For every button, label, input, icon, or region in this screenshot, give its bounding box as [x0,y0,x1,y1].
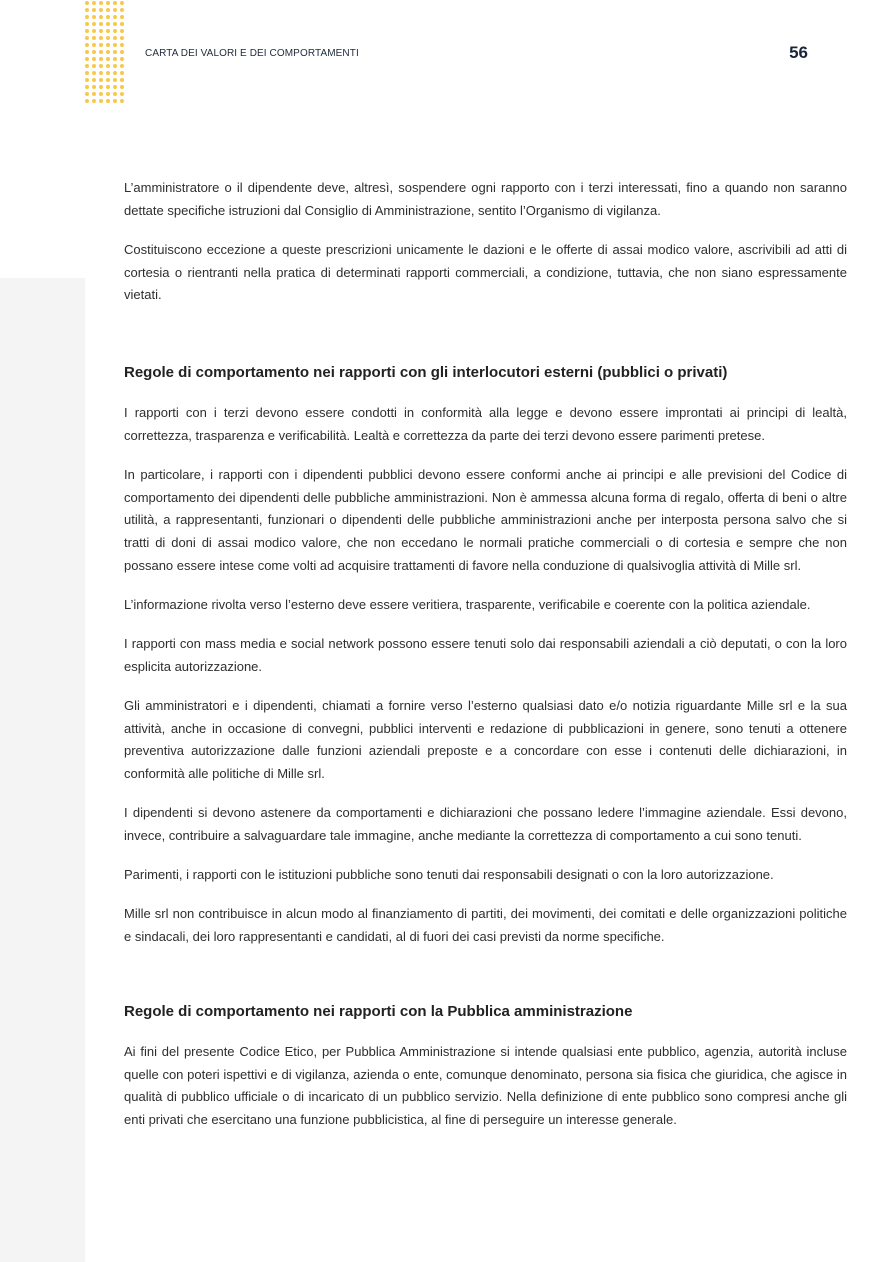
decoration-dot [106,43,110,47]
decoration-dot [92,78,96,82]
decoration-dot [85,92,89,96]
decoration-dot [99,8,103,12]
decoration-dot [99,50,103,54]
running-header: CARTA DEI VALORI E DEI COMPORTAMENTI [145,48,359,59]
decoration-dot [113,57,117,61]
decoration-dot [106,99,110,103]
decoration-dot [120,36,124,40]
decoration-dot [113,92,117,96]
paragraph-external-5: Gli amministratori e i dipendenti, chiamati a fornire verso l’esterno qualsiasi dato e/o notizia riguardante Mille srl e la sua attività, anche in occasione di convegni, pubblici interventi e redazione di pubblicazioni in genere, sono tenuti a ottenere preventiva autorizzazione dalle funzioni aziendali preposte e a concordare con esse i contenuti delle dichiarazioni, in conformità alle politiche di Mille srl. [124,698,847,782]
decoration-dot [120,92,124,96]
paragraph-intro-2: Costituiscono eccezione a queste prescrizioni unicamente le dazioni e le offerte di assai modico valore, ascrivibili ad atti di cortesia o rientranti nella pratica di determinati rapporti commerciali, a condizione, tuttavia, che non siano espressamente vietati. [124,241,847,303]
decoration-dot [106,85,110,89]
decoration-dot [85,1,89,5]
decoration-dot [120,8,124,12]
decoration-dot [99,43,103,47]
decoration-dot [120,71,124,75]
decoration-dot [99,71,103,75]
decoration-dot [113,36,117,40]
decoration-dot [85,36,89,40]
decoration-dot [85,22,89,26]
decoration-dot [106,78,110,82]
paragraph-external-6: I dipendenti si devono astenere da comportamenti e dichiarazioni che possano ledere l’immagine aziendale. Essi devono, invece, contribuire a salvaguardare tale immagine, anche mediante la correttezza di comportamento a cui sono tenuti. [124,805,847,844]
decoration-dot [106,1,110,5]
decoration-dot [106,15,110,19]
decoration-dot [106,92,110,96]
decoration-dot [92,64,96,68]
decoration-dot [120,99,124,103]
paragraph-external-7: Parimenti, i rapporti con le istituzioni pubbliche sono tenuti dai responsabili designati o con la loro autorizzazione. [124,867,774,883]
decoration-dot [99,92,103,96]
decoration-dot [113,29,117,33]
dot-pattern-decoration [84,0,126,108]
decoration-dot [99,22,103,26]
decoration-dot [85,15,89,19]
decoration-dot [92,99,96,103]
paragraph-external-4: I rapporti con mass media e social network possono essere tenuti solo dai responsabili aziendali a ciò deputati, o con la loro esplicita autorizzazione. [124,636,847,674]
decoration-dot [120,57,124,61]
decoration-dot [85,8,89,12]
page-number: 56 [789,43,808,62]
decoration-dot [85,29,89,33]
decoration-dot [113,71,117,75]
decoration-dot [92,1,96,5]
decoration-dot [113,78,117,82]
decoration-dot [113,1,117,5]
decoration-dot [92,29,96,33]
decoration-dot [99,57,103,61]
paragraph-external-8: Mille srl non contribuisce in alcun modo al finanziamento di partiti, dei movimenti, dei comitati e delle organizzazioni politiche e sindacali, dei loro rappresentanti e candidati, al di fuori dei casi previsti da norme specifiche. [124,906,847,945]
decoration-dot [92,22,96,26]
decoration-dot [120,29,124,33]
decoration-dot [85,71,89,75]
decoration-dot [92,15,96,19]
decoration-dot [92,57,96,61]
paragraph-external-1: I rapporti con i terzi devono essere condotti in conformità alla legge e devono essere improntati ai principi di lealtà, correttezza, trasparenza e verificabilità. Lealtà e correttezza da parte dei terzi devono essere parimenti pretese. [124,405,847,443]
decoration-dot [85,78,89,82]
decoration-dot [113,99,117,103]
decoration-dot [120,15,124,19]
decoration-dot [85,50,89,54]
decoration-dot [106,64,110,68]
decoration-dot [92,92,96,96]
decoration-dot [120,22,124,26]
section-heading-public-administration: Regole di comportamento nei rapporti con la Pubblica amministrazione [124,1002,633,1020]
decoration-dot [92,85,96,89]
decoration-dot [85,64,89,68]
decoration-dot [113,50,117,54]
decoration-dot [106,57,110,61]
decoration-dot [92,71,96,75]
decoration-dot [99,99,103,103]
decoration-dot [99,29,103,33]
decoration-dot [99,85,103,89]
decoration-dot [85,43,89,47]
decoration-dot [106,50,110,54]
decoration-dot [99,1,103,5]
decoration-dot [120,50,124,54]
decoration-dot [106,36,110,40]
decoration-dot [113,85,117,89]
decoration-dot [106,71,110,75]
decoration-dot [99,15,103,19]
page-content [124,177,847,1148]
decoration-dot [85,85,89,89]
decoration-dot [113,8,117,12]
decoration-dot [113,64,117,68]
decoration-dot [106,22,110,26]
paragraph-public-admin-1: Ai fini del presente Codice Etico, per Pubblica Amministrazione si intende qualsiasi ente pubblico, agenzia, autorità incluse quelle con poteri ispettivi e di vigilanza, azienda o ente, comunque denominato, persona sia fisica che giuridica, che agisce in qualità di pubblico ufficiale o di incaricato di un pubblico servizio. Nella definizione di ente pubblico sono compresi anche gli enti privati che esercitano una funzione pubblicistica, al fine di perseguire un interesse generale. [124,1043,847,1127]
decoration-dot [120,64,124,68]
decoration-dot [120,85,124,89]
paragraph-intro-1: L’amministratore o il dipendente deve, altresì, sospendere ogni rapporto con i terzi interessati, fino a quando non saranno dettate specifiche istruzioni dal Consiglio di Amministrazione, sentito l’Organismo di vigilanza. [124,180,847,218]
decoration-dot [106,8,110,12]
section-heading-external-relations: Regole di comportamento nei rapporti con gli interlocutori esterni (pubblici o privati) [124,364,728,382]
decoration-dot [92,43,96,47]
decoration-dot [92,50,96,54]
paragraph-external-3: L’informazione rivolta verso l’esterno deve essere veritiera, trasparente, verificabile e coerente con la politica aziendale. [124,596,811,612]
decoration-dot [113,22,117,26]
decoration-dot [92,8,96,12]
decoration-dot [85,57,89,61]
paragraph-external-2: In particolare, i rapporti con i dipendenti pubblici devono essere conformi anche ai principi e alle previsioni del Codice di comportamento dei dipendenti delle pubbliche amministrazioni. Non è ammessa alcuna forma di regalo, offerta di beni o altre utilità, a rappresentanti, funzionari o dipendenti delle pubbliche amministrazioni anche per interposta persona salvo che si tratti di doni di assai modico valore, che non eccedano le normali pratiche commerciali o di cortesia e sempre che non possano essere intese come volti ad acquisire trattamenti di favore nella conduzione di qualsivoglia attività di Mille srl. [124,466,847,573]
decoration-dot [99,64,103,68]
decoration-dot [85,99,89,103]
decoration-dot [92,36,96,40]
decoration-dot [120,1,124,5]
decoration-dot [99,78,103,82]
side-panel [0,278,85,1262]
decoration-dot [113,15,117,19]
decoration-dot [113,43,117,47]
decoration-dot [106,29,110,33]
decoration-dot [120,78,124,82]
decoration-dot [99,36,103,40]
decoration-dot [120,43,124,47]
